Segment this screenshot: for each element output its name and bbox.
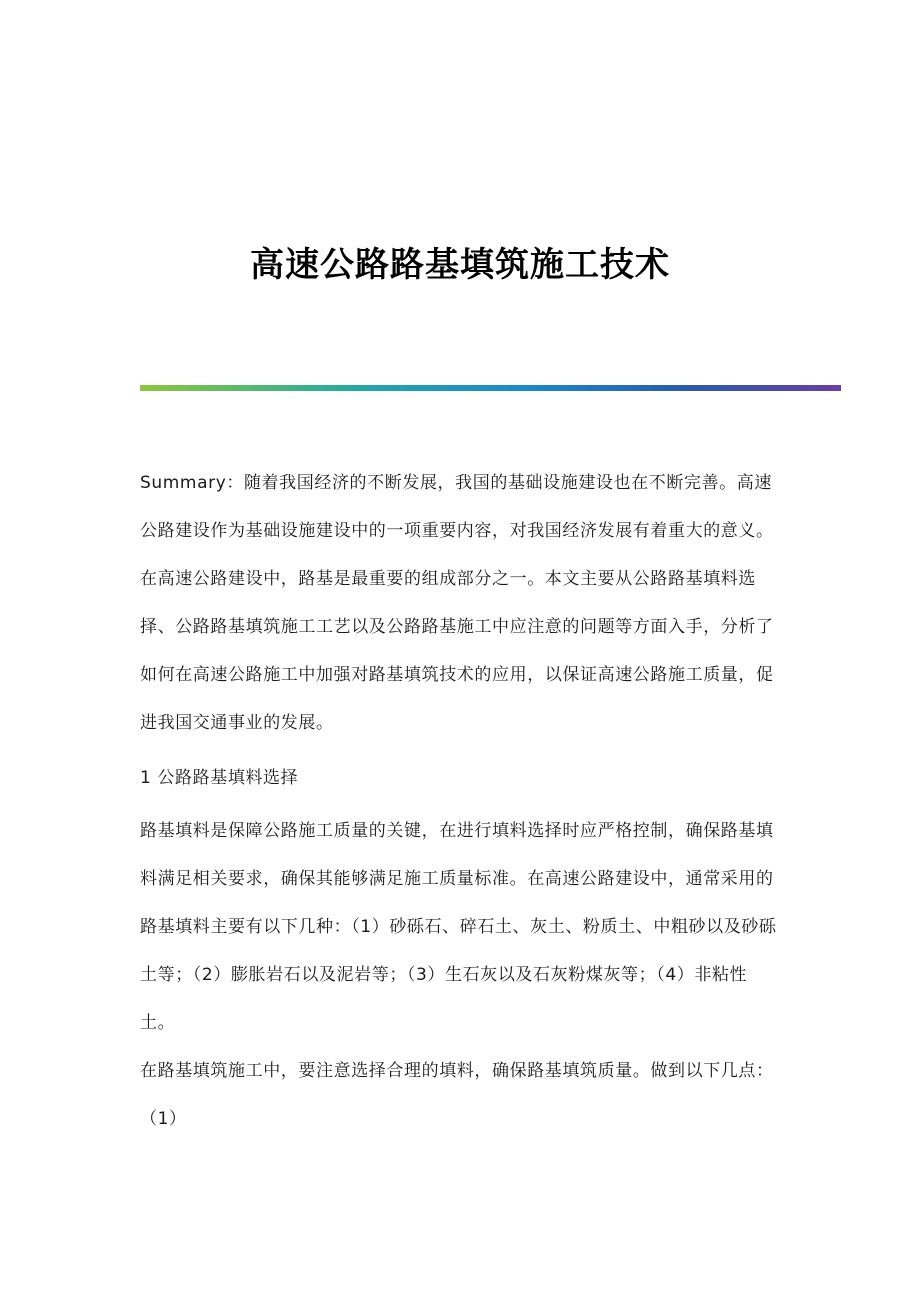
- title-divider-gradient: [140, 385, 841, 391]
- summary-paragraph: Summary：随着我国经济的不断发展，我国的基础设施建设也在不断完善。高速公路建设作为基础设施建设中的一项重要内容，对我国经济发展有着重大的意义。在高速公路建设中，路基是最重要的组成部分之一。本文主要从公路路基填料选择、公路路基填筑施工工艺以及公路路基施工中应注意的问题等方面入手，分析了如何在高速公路施工中加强对路基填筑技术的应用，以保证高速公路施工质量，促进我国交通事业的发展。: [140, 473, 774, 733]
- document-title: 高速公路路基填筑施工技术: [250, 244, 670, 285]
- body-paragraph: 路基填料是保障公路施工质量的关键，在进行填料选择时应严格控制，确保路基填料满足相关要求，确保其能够满足施工质量标准。在高速公路建设中，通常采用的路基填料主要有以下几种：（1）砂砾石、碎石土、灰土、粉质土、中粗砂以及砂砾土等；（2）膨胀岩石以及泥岩等；（3）生石灰以及石灰粉煤灰等；（4）非粘性土。: [140, 821, 777, 1033]
- section-heading: 1 公路路基填料选择: [140, 768, 299, 788]
- body-paragraph: 在路基填筑施工中，要注意选择合理的填料，确保路基填筑质量。做到以下几点：（1）: [140, 1061, 774, 1129]
